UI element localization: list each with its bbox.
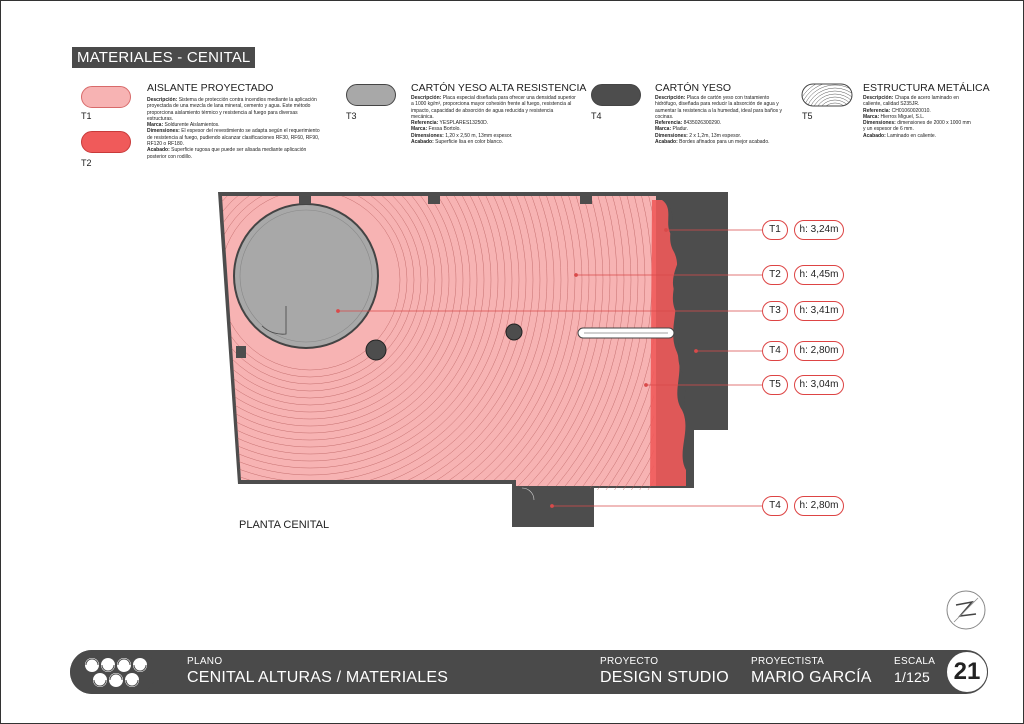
material-desc-carton-yeso: Descripción: Placa de cartón yeso con tratamiento hidrófugo, diseñada para reducir la absorción de agua y aumentar la resistencia a la humedad, ideal para baños y cocinas. Referencia: 8435026300290. Marca: Pladur. Dimensiones: 2 x 1,2m, 13m espesor. Acabado: Bordes afinados para un mejor acabado.	[655, 95, 783, 146]
callout-height-t4-bottom: h: 2,80m	[794, 496, 844, 516]
footer-escala-label: ESCALA	[894, 656, 936, 667]
footer-proyecto-label: PROYECTO	[600, 656, 659, 667]
callout-height-t3: h: 3,41m	[794, 301, 844, 321]
footer-escala-value: 1/125	[894, 669, 931, 685]
material-desc-estructura: Descripción: Chapa de acero laminado en caliente, calidad S235JR. Referencia: CH01060020010. Marca: Hierros Miguel, S.L. Dimensiones: dimensiones de 2000 x 1000 mm y un espesor de 6 mm. Acabado: Laminado en caliente.	[863, 95, 971, 139]
callout-height-t5: h: 3,04m	[794, 375, 844, 395]
plan-label: PLANTA CENITAL	[239, 519, 330, 531]
callout-code-t3: T3	[762, 301, 788, 321]
callout-code-t4-bottom: T4	[762, 496, 788, 516]
material-title-carton-yeso-alta: CARTÓN YESO ALTA RESISTENCIA	[411, 82, 587, 94]
callout-height-t4: h: 2,80m	[794, 341, 844, 361]
footer-plano-value: CENITAL ALTURAS / MATERIALES	[187, 669, 449, 686]
code-t2: T2	[81, 158, 92, 168]
callout-code-t4: T4	[762, 341, 788, 361]
footer-proyecto-value: DESIGN STUDIO	[600, 669, 729, 686]
zone-t3-circle	[234, 204, 378, 348]
footer-plano-label: PLANO	[187, 656, 223, 667]
callout-height-t2: h: 4,45m	[794, 265, 844, 285]
code-t1: T1	[81, 111, 92, 121]
code-t4: T4	[591, 111, 602, 121]
code-t5: T5	[802, 111, 813, 121]
studio-logo-icon	[70, 650, 156, 694]
column-2	[506, 324, 522, 340]
material-title-carton-yeso: CARTÓN YESO	[655, 82, 732, 94]
callout-code-t5: T5	[762, 375, 788, 395]
column-1	[366, 340, 386, 360]
material-title-estructura: ESTRUCTURA METÁLICA	[863, 82, 990, 94]
callout-code-t2: T2	[762, 265, 788, 285]
material-desc-carton-yeso-alta: Descripción: Placa especial diseñada para ofrecer una densidad superior a 1000 kg/m³, proporciona mayor cohesión frente al fuego, resistencia al impacto, capacidad de absorción de agua reducida y resistencia mecánica. Referencia: YESPLARES13250D. Marca: Fessa Bortolo. Dimensiones: 1,20 x 2,50 m, 13mm espesor. Acabado: Superficie lisa en color blanco.	[411, 95, 576, 146]
studio-logo	[70, 650, 156, 694]
callout-height-t1: h: 3,24m	[794, 220, 844, 240]
material-desc-aislante: Descripción: Sistema de protección contra incendios mediante la aplicación proyectada de una mezcla de lana mineral, cemento y agua. Este método proporciona aislamiento térmico y resistencia al fuego para diversas estructuras. Marca: Soldurente Aislamientos. Dimensiones: El espesor del revestimiento se adapta según el requerimiento de resistencia al fuego, pudiendo alcanzar clasificaciones RF30, RF60, RF90, RF120 o RF180. Acabado: Superficie rugosa que puede ser alisada mediante aplicación posterior con rodillo.	[147, 97, 320, 160]
footer-proyectista-label: PROYECTISTA	[751, 656, 825, 667]
north-arrow-icon	[946, 590, 986, 630]
section-title: MATERIALES - CENITAL	[72, 47, 255, 68]
footer-proyectista-value: MARIO GARCÍA	[751, 669, 872, 686]
code-t3: T3	[346, 111, 357, 121]
page-number: 21	[946, 651, 988, 693]
material-title-aislante: AISLANTE PROYECTADO	[147, 82, 274, 94]
callout-code-t1: T1	[762, 220, 788, 240]
